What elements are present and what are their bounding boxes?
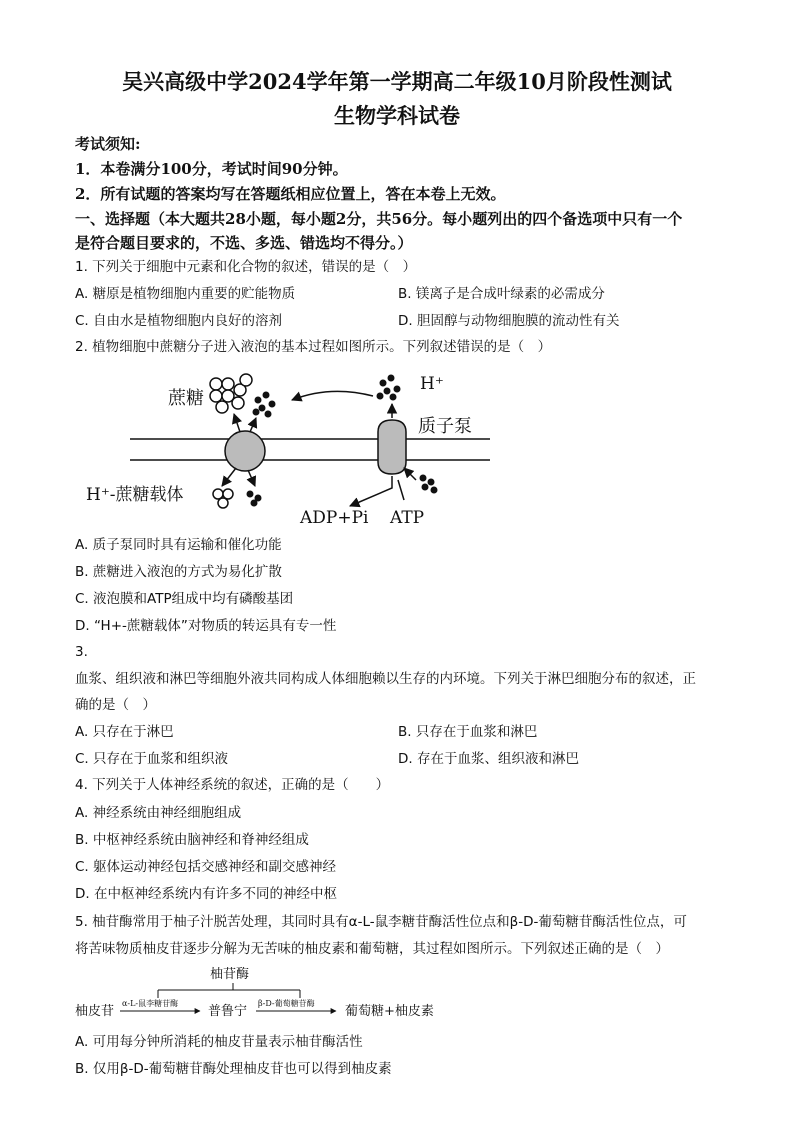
- label-step2-enzyme: β-D-葡萄糖苷酶: [258, 999, 315, 1008]
- q3-stem-line1: 血浆、组织液和淋巴等细胞外液共同构成人体细胞赖以生存的内环境。下列关于淋巴细胞分布的叙述，正: [75, 671, 696, 687]
- label-enzyme: 柚苷酶: [210, 967, 250, 982]
- hydrogen-ions-cytoplasm-right: [420, 475, 438, 494]
- q3-option-d: D. 存在于血浆、组织液和淋巴: [398, 751, 579, 767]
- q4-stem: 4. 下列关于人体神经系统的叙述，正确的是（ ）: [75, 777, 390, 793]
- label-substrate: 柚皮苷: [75, 1004, 115, 1019]
- q2-option-b: B. 蔗糖进入液泡的方式为易化扩散: [75, 564, 282, 580]
- q4-option-b: B. 中枢神经系统由脑神经和脊神经组成: [75, 832, 309, 848]
- q5-reaction-diagram: [0, 960, 794, 1026]
- q1-option-a: A. 糖原是植物细胞内重要的贮能物质: [75, 286, 296, 302]
- q5-option-b: B. 仅用β-D-葡萄糖苷酶处理柚皮苷也可以得到柚皮素: [75, 1061, 392, 1077]
- q2-stem: 2. 植物细胞中蔗糖分子进入液泡的基本过程如图所示。下列叙述错误的是（ ）: [75, 339, 552, 355]
- label-step1-enzyme: α-L-鼠李糖苷酶: [122, 999, 179, 1008]
- label-intermediate: 普鲁宁: [208, 1004, 248, 1019]
- q2-option-a: A. 质子泵同时具有运输和催化功能: [75, 537, 282, 553]
- q2-option-c: C. 液泡膜和ATP组成中均有磷酸基团: [75, 591, 294, 607]
- notice-item-1: 1．本卷满分100分，考试时间90分钟。: [75, 160, 348, 178]
- notice-heading: 考试须知:: [75, 135, 141, 153]
- hydrogen-ions-vacuole-right: [377, 375, 401, 401]
- proton-pump-protein: [378, 420, 406, 474]
- notice-item-2: 2．所有试题的答案均写在答题纸相应位置上，答在本卷上无效。: [75, 185, 506, 203]
- label-adp-pi: ADP+Pi: [300, 508, 369, 528]
- q1-option-b: B. 镁离子是合成叶绿素的必需成分: [398, 286, 605, 302]
- q5-option-a: A. 可用每分钟所消耗的柚皮苷量表示柚苷酶活性: [75, 1034, 363, 1050]
- q5-stem-line1: 5. 柚苷酶常用于柚子汁脱苦处理，其同时具有α-L-鼠李糖苷酶活性位点和β-D-葡萄糖苷酶活性位点，可: [75, 914, 687, 930]
- label-proton-pump: 质子泵: [418, 416, 472, 437]
- q4-option-a: A. 神经系统由神经细胞组成: [75, 805, 242, 821]
- q3-option-c: C. 只存在于血浆和组织液: [75, 751, 229, 767]
- hydrogen-ions-vacuole-left: [253, 392, 276, 418]
- label-sucrose: 蔗糖: [168, 388, 204, 409]
- q1-stem: 1. 下列关于细胞中元素和化合物的叙述，错误的是（ ）: [75, 259, 417, 275]
- q2-option-d: D. “H+-蔗糖载体”对物质的转运具有专一性: [75, 618, 337, 634]
- sucrose-carrier-protein: [225, 431, 265, 471]
- q1-option-d: D. 胆固醇与动物细胞膜的流动性有关: [398, 313, 620, 329]
- exam-subtitle: 生物学科试卷: [334, 103, 460, 128]
- q3-stem-line2: 确的是（ ）: [75, 697, 156, 713]
- q1-option-c: C. 自由水是植物细胞内良好的溶剂: [75, 313, 283, 329]
- label-product: 葡萄糖+柚皮素: [345, 1004, 434, 1019]
- label-atp: ATP: [390, 508, 425, 528]
- q3-option-a: A. 只存在于淋巴: [75, 724, 174, 740]
- q4-option-c: C. 躯体运动神经包括交感神经和副交感神经: [75, 859, 337, 875]
- sucrose-molecules-cytoplasm: [213, 489, 233, 508]
- section-heading-line2: 是符合题目要求的，不选、多选、错选均不得分。）: [75, 234, 413, 252]
- hydrogen-ions-cytoplasm-left: [247, 491, 262, 507]
- exam-title: 吴兴高级中学2024学年第一学期高二年级10月阶段性测试: [122, 69, 672, 94]
- q3-option-b: B. 只存在于血浆和淋巴: [398, 724, 538, 740]
- q2-membrane-diagram: [0, 0, 794, 530]
- label-hydrogen-ion: H⁺: [420, 374, 444, 394]
- q3-number: 3.: [75, 644, 88, 660]
- enzyme-bracket: [158, 983, 300, 998]
- q4-option-d: D. 在中枢神经系统内有许多不同的神经中枢: [75, 886, 337, 902]
- section-heading-line1: 一、选择题（本大题共28小题，每小题2分，共56分。每小题列出的四个备选项中只有一个: [75, 210, 683, 228]
- label-sucrose-carrier: H⁺-蔗糖载体: [86, 485, 184, 505]
- membrane-lines: [130, 439, 490, 460]
- q5-stem-line2: 将苦味物质柚皮苷逐步分解为无苦味的柚皮素和葡萄糖，其过程如图所示。下列叙述正确的是（ ）: [75, 941, 669, 957]
- sucrose-molecules-vacuole: [210, 374, 252, 413]
